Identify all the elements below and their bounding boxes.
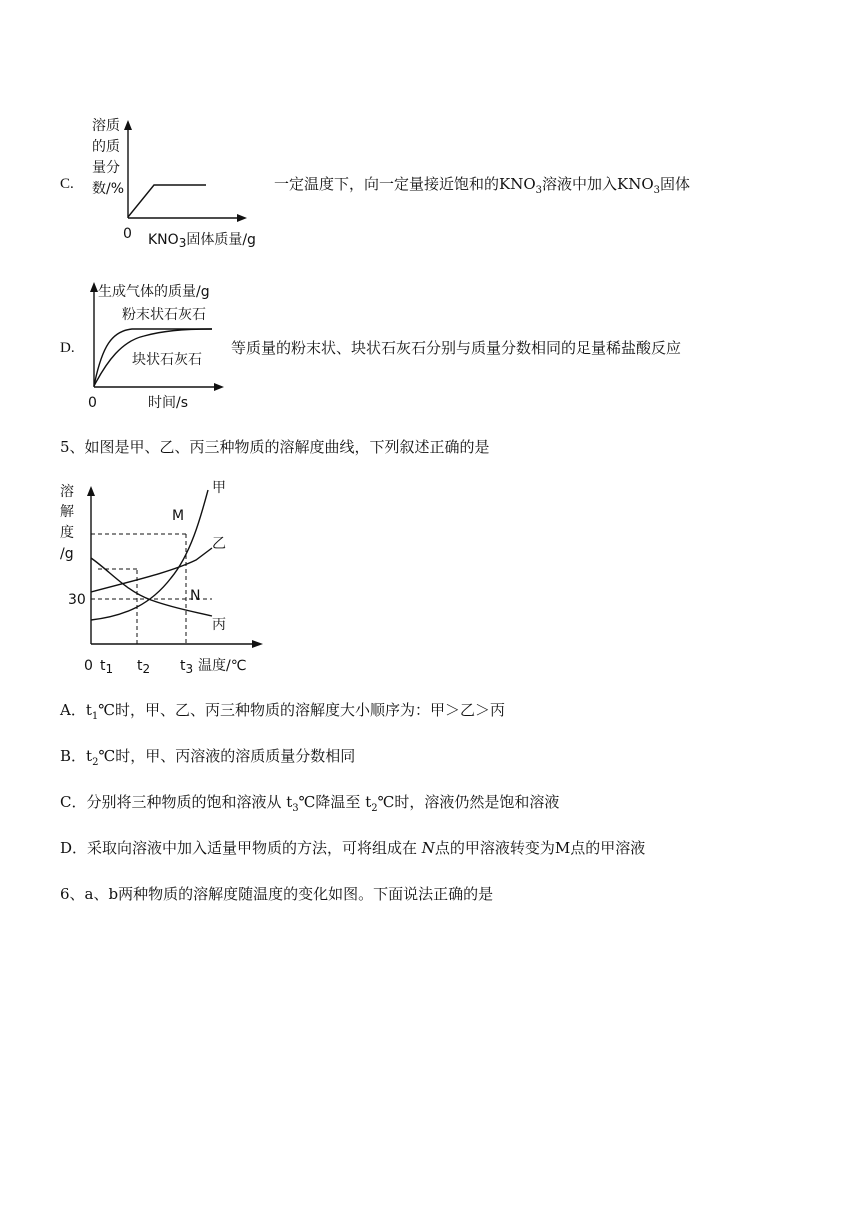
q5-y-label-4: /g xyxy=(60,546,74,562)
q5-origin: 0 xyxy=(84,658,93,674)
c-curve xyxy=(128,185,206,217)
option-c-graph xyxy=(82,112,282,252)
c-y-label-1: 溶质 xyxy=(92,118,120,134)
option-d-graph xyxy=(82,276,232,416)
q5-label-bing: 丙 xyxy=(212,617,226,633)
q5-x-arrow xyxy=(252,640,263,648)
d-origin: 0 xyxy=(88,395,97,411)
c-x-label: KNO3固体质量/g xyxy=(148,232,256,250)
q5-point-n: N xyxy=(190,588,201,604)
q5-y-label-1: 溶 xyxy=(60,484,74,500)
q5-option-b: B．$t_2℃$时，甲、丙溶液的溶质质量分数相同 xyxy=(60,747,356,768)
q5-tick-t2: t2 xyxy=(137,658,151,676)
d-x-arrow xyxy=(214,383,224,391)
d-curve2-label: 块状石灰石 xyxy=(132,352,202,368)
c-origin: 0 xyxy=(123,226,132,242)
q5-tick-t3: t3 xyxy=(180,658,194,676)
c-y-label-4: 数/% xyxy=(92,181,125,197)
d-y-label: 生成气体的质量/g xyxy=(98,284,210,300)
q5-point-m: M xyxy=(172,508,185,524)
q5-label-jia: 甲 xyxy=(212,480,226,496)
q5-option-c: C．分别将三种物质的饱和溶液从 $t_3℃$降温至 $t_2℃$时，溶液仍然是饱和溶液 xyxy=(60,793,560,814)
q5-option-a: A．$t_1℃$时，甲、乙、丙三种物质的溶解度大小顺序为：甲＞乙＞丙 xyxy=(60,701,506,722)
q5-y-label-3: 度 xyxy=(60,525,74,541)
q5-tick-t1: t1 xyxy=(100,658,114,676)
option-d-label: D. xyxy=(60,340,75,356)
q5-label-yi: 乙 xyxy=(212,536,226,552)
c-y-arrow xyxy=(124,120,132,130)
d-y-arrow xyxy=(90,282,98,292)
d-x-label: 时间/s xyxy=(148,395,189,411)
q5-curve-yi xyxy=(91,548,212,592)
q5-y-label-2: 解 xyxy=(60,504,74,520)
q5-x-label: 温度/℃ xyxy=(198,658,247,674)
option-d-text: 等质量的粉末状、块状石灰石分别与质量分数相同的足量稀盐酸反应 xyxy=(231,339,682,357)
option-c-label: C. xyxy=(60,176,74,192)
q5-y-arrow xyxy=(87,486,95,496)
c-y-label-2: 的质 xyxy=(92,139,120,155)
c-x-arrow xyxy=(237,214,247,222)
d-curve1-label: 粉末状石灰石 xyxy=(122,307,206,323)
q5-y-tick-30: 30 xyxy=(68,592,86,608)
q5-option-d: D．采取向溶液中加入适量甲物质的方法，可将组成在 N点的甲溶液转变为M点的甲溶液 xyxy=(60,839,646,857)
q6-stem: 6、a、b两种物质的溶解度随温度的变化如图。下面说法正确的是 xyxy=(60,885,494,903)
q5-solubility-graph xyxy=(56,476,286,681)
c-y-label-3: 量分 xyxy=(92,160,120,176)
option-c-text: 一定温度下，向一定量接近饱和的$KNO_3$溶液中加入$KNO_3$固体 xyxy=(274,175,691,196)
q5-stem: 5、如图是甲、乙、丙三种物质的溶解度曲线，下列叙述正确的是 xyxy=(60,438,490,456)
